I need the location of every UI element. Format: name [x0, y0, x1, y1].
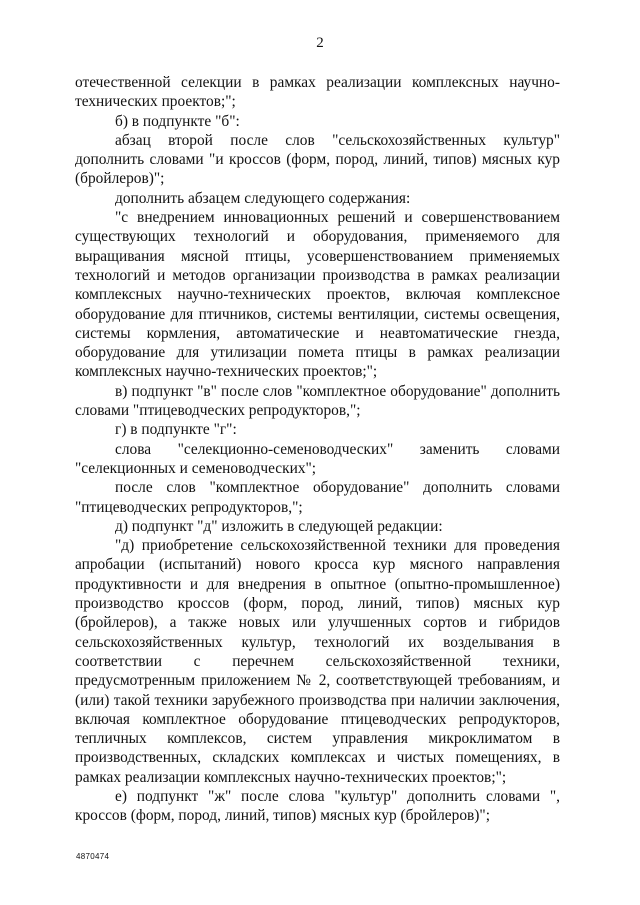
paragraph: е) подпункт "ж" после слова "культур" дополнить словами ", кроссов (форм, пород, линий, типов) мясных кур (бройлеров)";	[75, 787, 560, 825]
paragraph: после слов "комплектное оборудование" дополнить словами "птицеводческих репродукторов,";	[75, 479, 560, 516]
paragraph: дополнить абзацем следующего содержания:	[115, 189, 411, 207]
paragraph: абзац второй после слов "сельскохозяйственных культур" дополнить словами "и кроссов (форм, пород, линий, типов) мясных кур (бройлеров)";	[75, 131, 560, 188]
paragraph: в) подпункт "в" после слов "комплектное оборудование" дополнить словами "птицеводческих репродукторов,";	[75, 382, 560, 420]
paragraph: б) в подпункте "б":	[115, 112, 240, 130]
paragraph: "д) приобретение сельскохозяйственной техники для проведения апробации (испытаний) нового кросса кур мясного направления продуктивности и для внедрения в опытное (опытно-промышленное) производство кроссов (форм, пород, линий, типов) мясных кур (бройлеров), а также новых или улучшенных сортов и гибридов сельскохозяйственных культур, технологий их возделывания в соответствии с перечнем сельскохозяйственной техники, предусмотренным приложением № 2, соответствующей требованиям, и (или) такой техники зарубежного производства при наличии заключения, включая комплектное оборудование птицеводческих репродукторов, тепличных комплексов, систем управления микроклиматом в производственных, складских комплексах и чистых помещениях, в рамках реализации комплексных научно-технических проектов;";	[75, 537, 560, 786]
document-body	[75, 73, 560, 826]
paragraph: слова "селекционно-семеноводческих" заменить словами "селекционных и семеноводческих";	[75, 440, 560, 477]
paragraph: г) в подпункте "г":	[115, 421, 237, 439]
paragraph: отечественной селекции в рамках реализации комплексных научно-технических проектов;";	[75, 74, 560, 111]
document-code: 4870474	[76, 852, 110, 861]
paragraph: д) подпункт "д" изложить в следующей редакции:	[115, 517, 443, 535]
page-number: 2	[316, 35, 324, 51]
paragraph: "с внедрением инновационных решений и совершенствованием существующих технологий и оборудования, применяемого для выращивания мясной птицы, усовершенствованием применяемых технологий и методов организации производства в рамках реализации комплексных научно-технических проектов, включая комплексное оборудование для птичников, системы вентиляции, системы освещения, системы кормления, автоматические и неавтоматические гнезда, оборудование для утилизации помета птицы в рамках реализации комплексных научно-технических проектов;";	[75, 209, 560, 381]
